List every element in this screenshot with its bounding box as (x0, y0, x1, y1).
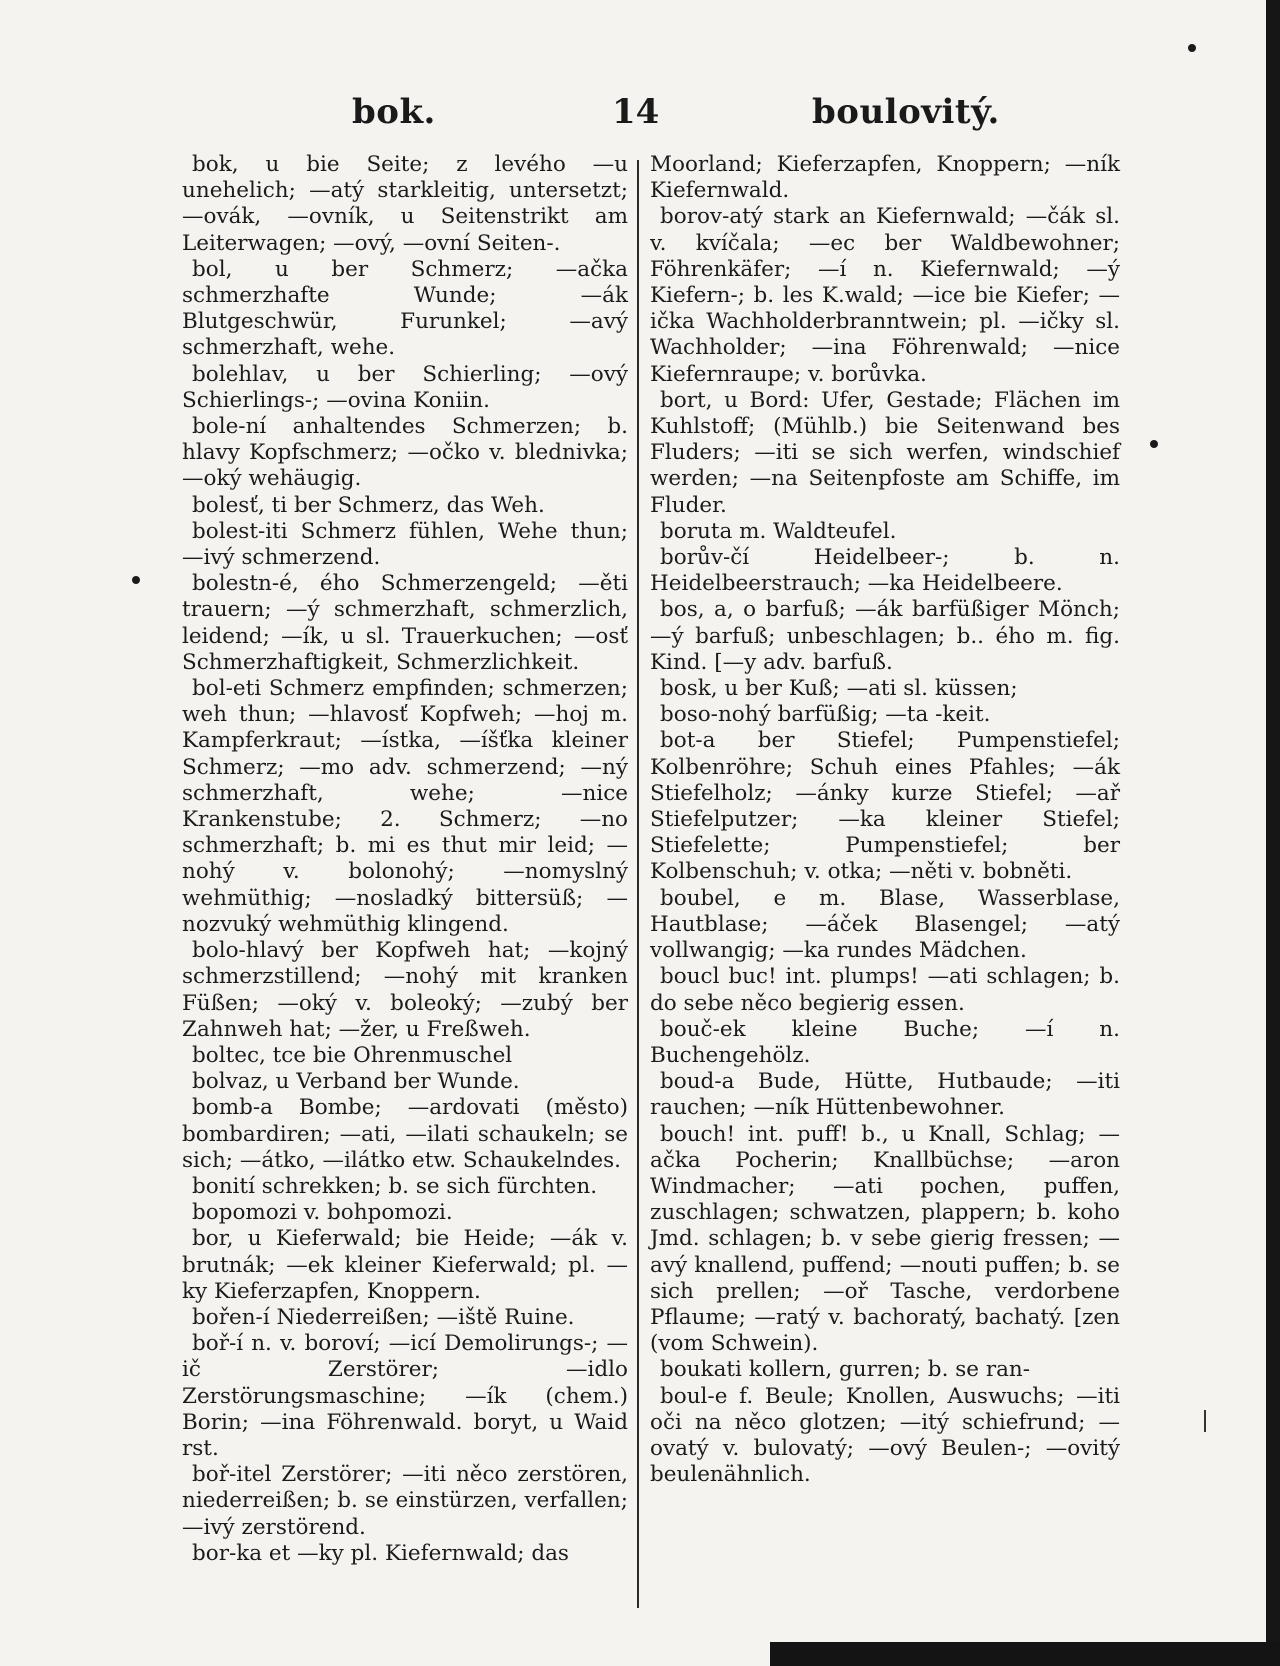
entry: bomb-a Bombe; —ardovati (město) bombardiren; —ati, —ilati schaukeln; se sich; —átko, —ilátko etw. Schaukelndes. (182, 1095, 628, 1173)
entry: boř-í n. v. boroví; —icí Demolirungs-; —ič Zerstörer; —idlo Zerstörungsmaschine; —ík (chem.) Borin; —ina Föhrenwald. boryt, u Waid rst. (182, 1331, 628, 1461)
left-column (182, 152, 628, 1567)
entry: boucl buc! int. plumps! —ati schlagen; b. do sebe něco begierig essen. (650, 964, 1120, 1016)
entry: boukati kollern, gurren; b. se ran- (660, 1357, 1031, 1383)
entry: borov-atý stark an Kiefernwald; —čák sl. v. kvíčala; —ec ber Waldbewohner; Föhrenkäfer; —í n. Kiefernwald; —ý Kiefern-; b. les K.wald; —ice bie Kiefer; —ička Wachholderbranntwein; pl. —ičky sl. Wachholder; —ina Föhrenwald; —nice Kiefernraupe; v. borůvka. (650, 204, 1120, 387)
scan-speck (1188, 44, 1196, 52)
entry: boř-itel Zerstörer; —iti něco zerstören, niederreißen; b. se einstürzen, verfallen; —ivý zerstörend. (182, 1462, 628, 1540)
entry-continuation: Moorland; Kieferzapfen, Knoppern; —ník Kiefernwald. (650, 152, 1120, 204)
scan-speck (1150, 440, 1158, 448)
page-number: 14 (612, 92, 660, 132)
entry: bot-a ber Stiefel; Pumpenstiefel; Kolbenröhre; Schuh eines Pfahles; —ák Stiefelholz; —ánky kurze Stiefel; —ař Stiefelputzer; —ka kleiner Stiefel; Stiefelette; Pumpenstiefel; ber Kolbenschuh; v. otka; —něti v. bobněti. (650, 728, 1120, 885)
entry: boruta m. Waldteufel. (660, 518, 897, 544)
entry: bouch! int. puff! b., u Knall, Schlag; —ačka Pocherin; Knallbüchse; —aron Windmacher; —ati pochen, puffen, zuschlagen; schwatzen, plappern; b. koho Jmd. schlagen; b. v sebe gierig fressen; —avý knallend, puffend; —nouti puffen; b. se sich prellen; —oř Tasche, verdorbene Pflaume; —ratý v. bachoratý, bachatý. [zen (vom Schwein). (650, 1121, 1120, 1357)
entry: bor-ka et —ky pl. Kiefernwald; das (192, 1540, 569, 1566)
running-header (0, 92, 1280, 142)
scan-frame-edge (1266, 0, 1280, 1666)
entry: bořen-í Niederreißen; —iště Ruine. (192, 1304, 575, 1330)
entry: bos, a, o barfuß; —ák barfüßiger Mönch; —ý barfuß; unbeschlagen; b.. ého m. fig. Kind. [—y adv. barfuß. (650, 597, 1120, 675)
entry: bolestn-é, ého Schmerzengeld; —ěti trauern; —ý schmerzhaft, schmerzlich, leidend; —ík, u sl. Trauerkuchen; —osť Schmerzhaftigkeit, Schmerzlichkeit. (182, 571, 628, 675)
entry: bol, u ber Schmerz; —ačka schmerzhafte Wunde; —ák Blutgeschwür, Furunkel; —avý schmerzhaft, wehe. (182, 256, 628, 361)
entry: bopomozi v. bohpomozi. (192, 1200, 453, 1226)
scan-mark (1204, 1410, 1206, 1432)
entry: bol-eti Schmerz empfinden; schmerzen; weh thun; —hlavosť Kopfweh; —hoj m. Kampferkraut; —ístka, —íšťka kleiner Schmerz; —mo adv. schmerzend; —ný schmerzhaft, wehe; —nice Krankenstube; 2. Schmerz; —no schmerzhaft; b. mi es thut mir leid; —nohý v. bolonohý; —nomyslný wehmüthig; —nosladký bittersüß; —nozvuký wehmüthig klingend. (182, 676, 628, 937)
entry: boltec, tce bie Ohrenmuschel (192, 1042, 513, 1068)
entry: bolehlav, u ber Schierling; —ový Schierlings-; —ovina Koniin. (182, 361, 628, 413)
entry: bolvaz, u Verband ber Wunde. (192, 1069, 520, 1095)
margin-bullet (132, 576, 140, 584)
entry: bolo-hlavý ber Kopfweh hat; —kojný schmerzstillend; —nohý mit kranken Füßen; —oký v. boleoký; —zubý ber Zahnweh hat; —žer, u Freßweh. (182, 938, 628, 1042)
entry: bosk, u ber Kuß; —ati sl. küssen; (660, 676, 1018, 702)
entry: boubel, e m. Blase, Wasserblase, Hautblase; —áček Blasengel; —atý vollwangig; —ka rundes Mädchen. (650, 885, 1120, 964)
entry: bolesť, ti ber Schmerz, das Weh. (192, 492, 545, 518)
column-divider (637, 160, 639, 1608)
guide-word-right: boulovitý. (812, 92, 1000, 132)
entry: bor, u Kieferwald; bie Heide; —ák v. brutnák; —ek kleiner Kieferwald; pl. —ky Kieferzapfen, Knoppern. (182, 1226, 628, 1304)
entry: bouč-ek kleine Buche; —í n. Buchengehölz. (650, 1016, 1120, 1068)
entry: bole-ní anhaltendes Schmerzen; b. hlavy Kopfschmerz; —očko v. blednivka; —oký wehäugig. (182, 414, 628, 492)
guide-word-left: bok. (352, 92, 436, 132)
entry: boso-nohý barfüßig; —ta -keit. (660, 702, 991, 728)
scan-frame-bottom (770, 1642, 1280, 1666)
entry: bort, u Bord: Ufer, Gestade; Flächen im Kuhlstoff; (Mühlb.) bie Seitenwand bes Fluders; —iti se sich werfen, windschief werden; —na Seitenpfoste am Schiffe, im Fluder. (650, 387, 1120, 518)
entry: bok, u bie Seite; z levého —u unehelich; —atý starkleitig, untersetzt; —ovák, —ovník, u Seitenstrikt am Leiterwagen; —ový, —ovní Seiten-. (182, 152, 628, 256)
entry: borův-čí Heidelbeer-; b. n. Heidelbeerstrauch; —ka Heidelbeere. (650, 545, 1120, 597)
entry: bonití schrekken; b. se sich fürchten. (192, 1173, 598, 1199)
right-column (650, 152, 1120, 1488)
entry: boud-a Bude, Hütte, Hutbaude; —iti rauchen; —ník Hüttenbewohner. (650, 1069, 1120, 1121)
entry: boul-e f. Beule; Knollen, Auswuchs; —iti oči na něco glotzen; —itý schiefrund; —ovatý v. bulovatý; —ový Beulen-; —ovitý beulenähnlich. (650, 1383, 1120, 1488)
entry: bolest-iti Schmerz fühlen, Wehe thun; —ivý schmerzend. (182, 518, 628, 571)
